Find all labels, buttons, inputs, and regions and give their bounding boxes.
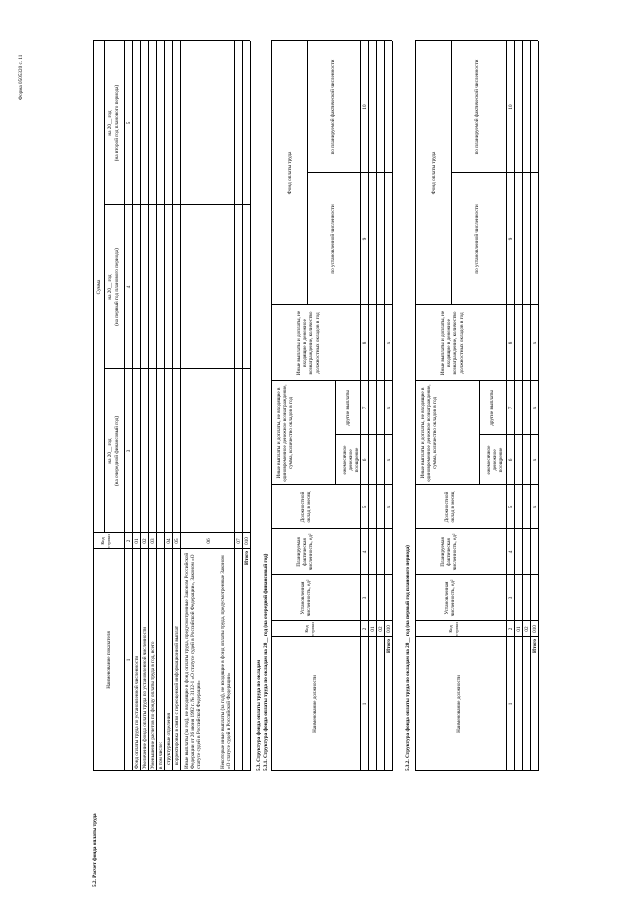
col-fund-header: Фонд оплаты труда	[287, 151, 293, 195]
col-code-header: Код строки	[304, 622, 315, 636]
row-code: 02	[378, 626, 384, 632]
col-sum-header: Сумма	[96, 279, 102, 295]
col-year1-sub: (на очередной финансовый год)	[114, 415, 120, 487]
col-other-short-header: Иные выплаты и доплаты, не входящие в денежное вознаграждение, количество должностных окладов в год	[440, 310, 465, 376]
col-num: 3	[508, 596, 514, 600]
col-num: 4	[508, 550, 514, 554]
col-num: 3	[126, 449, 132, 453]
col-planned-header: Планируемая фактическая численность, ед²	[440, 533, 459, 571]
col-num: 2	[508, 627, 514, 631]
col-num: 9	[508, 237, 514, 241]
row-code: 02	[524, 626, 530, 632]
col-num: 8	[362, 341, 368, 345]
total-cell-x: x	[386, 458, 392, 462]
col-staff-header: Установленная численность, ед²	[444, 579, 457, 617]
col-num: 10	[362, 104, 368, 110]
col-other-header: Иные выплаты и доплаты, не входящие в единовременное денежное вознаграждение, сумма, количество окладов в год	[276, 384, 295, 482]
col-monthly-header: ежемесячное денежное поощрение	[342, 445, 361, 475]
row-code: 01	[134, 538, 140, 544]
total-cell-x: x	[532, 406, 538, 410]
col-year1-header: на 20__ год	[107, 438, 113, 464]
row-label: Фонд оплаты труда по установленной численности	[134, 655, 140, 769]
col-year3-header: на 20__ год	[107, 110, 113, 136]
col-num: 4	[126, 285, 132, 289]
row-code: 06	[206, 538, 212, 544]
total-cell-x: x	[532, 458, 538, 462]
total-code: 010	[386, 625, 392, 633]
col-fund-planned-header: по планируемой фактической численности	[474, 59, 480, 155]
col-num: 4	[362, 550, 368, 554]
row-code: 01	[370, 626, 376, 632]
total-cell-x: x	[532, 505, 538, 509]
col-others-header: другие выплаты	[345, 390, 351, 426]
row-code: 02	[142, 538, 148, 544]
col-position-header: Наименование должности	[312, 675, 318, 733]
row-label: Увеличение фонда оплаты труда по установленной численности	[142, 627, 148, 769]
col-num: 8	[508, 341, 514, 345]
col-year2-header: на 20__ год	[107, 274, 113, 300]
total-label: Итого	[244, 551, 250, 565]
col-num: 2	[126, 539, 132, 543]
col-planned-header: Планируемая фактическая численность, ед²	[296, 533, 315, 571]
total-code: 010	[244, 537, 250, 545]
section3-title: 5.3.2. Структура фонда оплаты труда по окладам на 20__ год (на первый год планового периода)	[405, 545, 411, 771]
col-num: 6	[362, 458, 368, 462]
total-cell-x: x	[386, 406, 392, 410]
col-num: 1	[362, 702, 368, 706]
row-code: 07	[236, 538, 242, 544]
col-num: 5	[508, 505, 514, 509]
col-num: 5	[362, 505, 368, 509]
section2-subtitle: 5.3.1. Структура фонда оплаты труда по окладам на 20__ год (на очередной финансовый год)	[263, 553, 269, 771]
col-num: 1	[508, 702, 514, 706]
col-num: 5	[126, 121, 132, 125]
row-label: корректировка в связи с переоценкой информационной выплат	[174, 625, 180, 765]
col-fund-staff-header: по установленной численности	[474, 204, 480, 274]
row-label: Уменьшение расчетов по фонду оплаты труда в год, всего	[150, 641, 156, 769]
col-other-short-header: Иные выплаты и доплаты, не входящие в денежное вознаграждение, количество должностных окладов в год	[296, 310, 321, 376]
total-cell-x: x	[386, 341, 392, 345]
col-position-header: Наименование должности	[456, 675, 462, 733]
total-cell-x: x	[386, 505, 392, 509]
row-label: Некоторые иные выплаты (за год), не входящие в фонд оплаты труда, предусмотренные Законом «О статусе судей в Российской Федерации»	[220, 555, 233, 769]
col-num: 7	[508, 406, 514, 410]
row-code: 05	[174, 538, 180, 544]
col-fund-planned-header: по планируемой фактической численности	[330, 59, 336, 155]
section2-title: 5.3. Структура фонда оплаты труда по окладам	[256, 659, 262, 771]
col-salary-header: Должностной оклад в месяц	[300, 491, 313, 523]
col-num: 3	[362, 596, 368, 600]
col-num: 7	[362, 406, 368, 410]
row-label: структурные отделения	[166, 713, 172, 765]
row-code: 04	[166, 538, 172, 544]
row-label: в том числе:	[158, 741, 164, 769]
col-other-header: Иные выплаты и доплаты, не входящие в единовременное денежное вознаграждение, сумма, количество окладов в год	[420, 384, 439, 482]
col-num: 2	[362, 627, 368, 631]
col-salary-header: Должностной оклад в месяц	[444, 491, 457, 523]
col-code-header: Код строки	[100, 534, 111, 548]
col-fund-header: Фонд оплаты труда	[431, 151, 437, 195]
col-year2-sub: (на первый год планового периода)	[114, 248, 120, 326]
row-code: 03	[150, 538, 156, 544]
col-fund-staff-header: по установленной численности	[330, 204, 336, 274]
col-num: 10	[508, 104, 514, 110]
col-others-header: другие выплаты	[489, 390, 495, 426]
total-cell-x: x	[532, 341, 538, 345]
col-name-header: Наименование показателя	[106, 631, 112, 689]
col-staff-header: Установленная численность, ед²	[300, 579, 313, 617]
section1-title: 5.2. Расчет фонда оплаты труда	[92, 813, 98, 887]
form-code: Форма 0505320 с. 11	[18, 54, 24, 100]
row-code: 01	[516, 626, 522, 632]
col-num: 9	[362, 237, 368, 241]
col-monthly-header: ежемесячное денежное поощрение	[486, 445, 505, 475]
col-year3-sub: (на второй год планового периода)	[114, 84, 120, 162]
total-label: Итого	[386, 639, 392, 653]
total-label: Итого	[532, 639, 538, 653]
total-code: 010	[532, 625, 538, 633]
col-num: 6	[508, 458, 514, 462]
col-num: 1	[126, 658, 132, 662]
row-label: Иные выплаты (за год), не входящие в фонд оплаты труда, предусмотренные Законом Российской Федерации от 26 июня 1992 г. № 3132-1 «О статусе судей в Российской Федерации», Законом «О статусе судей в Российской Федерации»	[184, 552, 203, 769]
col-code-header: Код строки	[448, 622, 459, 636]
